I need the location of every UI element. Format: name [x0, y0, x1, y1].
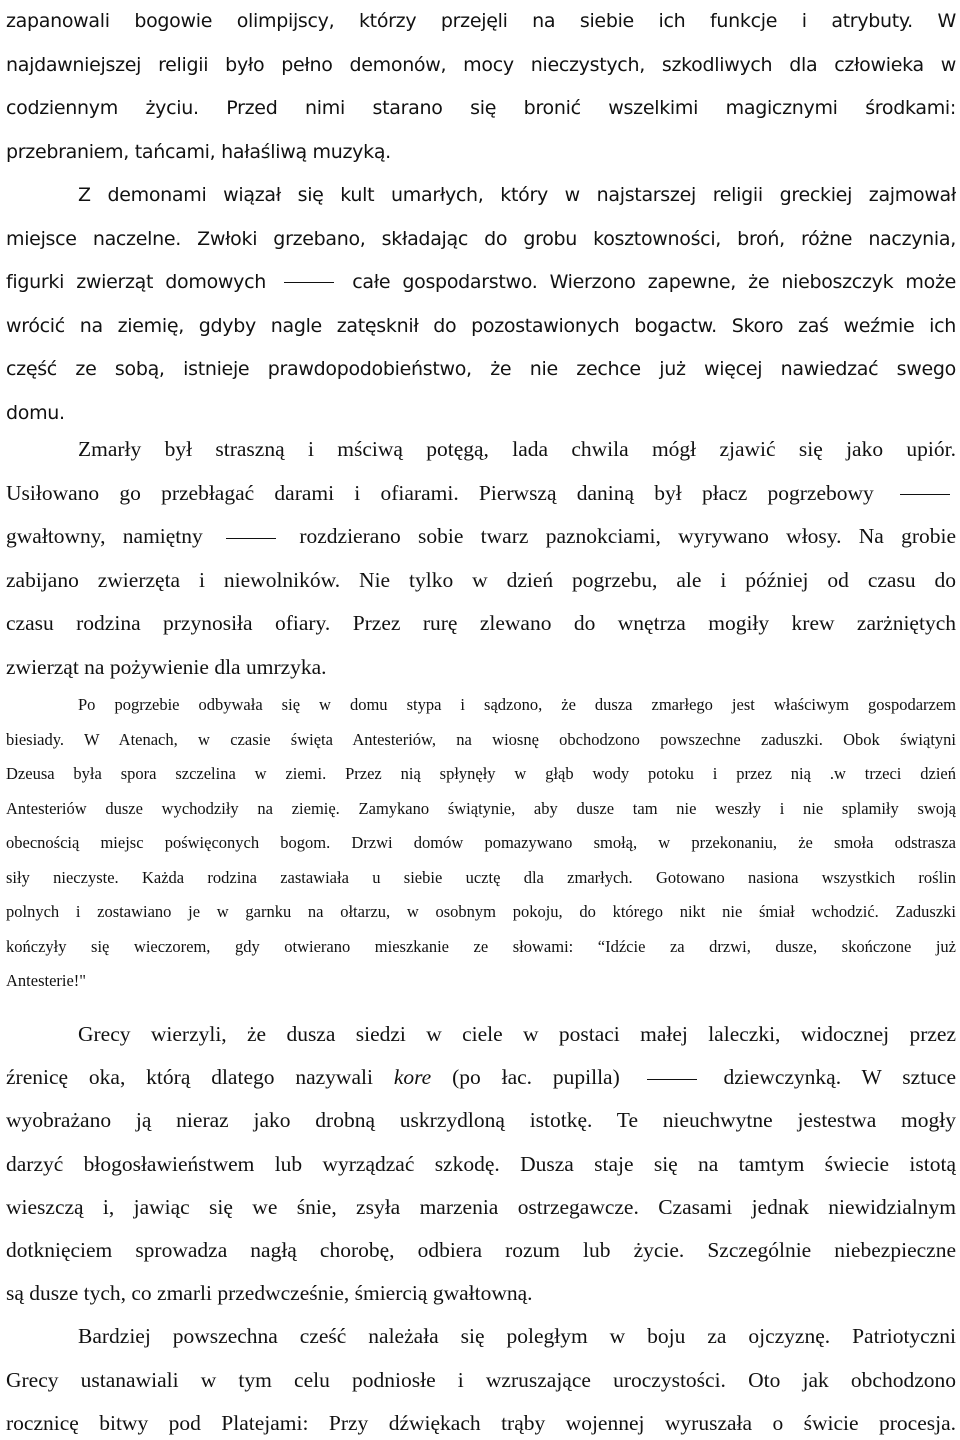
text-line: zabijano zwierzęta i niewolników. Nie tylko w dzień pogrzebu, ale i później od czasu do	[6, 567, 956, 592]
text-line: biesiady. W Atenach, w czasie święta Antesteriów, na wiosnę obchodzono powszechne zaduszki. Obok świątyni	[6, 729, 956, 749]
text-segment: figurki zwierząt domowych	[6, 271, 266, 293]
text-line: najdawniejszej religii było pełno demonów, mocy nieczystych, szkodliwych dla człowieka w	[6, 53, 956, 76]
text-line: Grecy ustanawiali w tym celu podniosłe i wzruszające uroczystości. Oto jak obchodzono	[6, 1367, 956, 1392]
text-line: Z demonami wiązał się kult umarłych, który w najstarszej religii greckiej zajmował	[78, 184, 956, 206]
italic-term: kore	[393, 1065, 432, 1090]
text-line: siły nieczyste. Każda rodzina zastawiała u siebie ucztę dla zmarłych. Gotowano nasiona wszystkich roślin	[6, 867, 956, 887]
text-line: Antesteriów dusze wychodziły na ziemię. Zamykano świątynie, aby dusze tam nie weszły i nie splamiły swoją	[6, 798, 956, 818]
text-segment: rozdzierano sobie twarz paznokciami, wyrywano włosy. Na grobie	[299, 524, 956, 548]
text-segment: całe gospodarstwo. Wierzono zapewne, że nieboszczyk może	[352, 271, 956, 293]
text-block-soul	[6, 1013, 956, 1440]
text-block-demons	[6, 0, 956, 435]
text-line: Bardziej powszechna cześć należała się poległym w boju za ojczyznę. Patriotyczni	[78, 1324, 956, 1349]
text-line: obecnością miejsc poświęconych bogom. Drzwi domów pomazywano smołą, w przekonaniu, że smoła odstrasza	[6, 833, 956, 852]
text-block-dead	[6, 428, 956, 689]
text-line	[6, 515, 956, 559]
text-segment: źrenicę oka, którą dlatego nazywali	[6, 1065, 373, 1090]
text-segment: (po łac. pupilla)	[452, 1065, 620, 1090]
text-line: zapanowali bogowie olimpijscy, którzy przejęli na siebie ich funkcje i atrybuty. W	[6, 10, 956, 32]
text-line: darzyć błogosławieństwem lub wyrządzać szkodę. Dusza staje się na tamtym świecie istotą	[6, 1151, 956, 1176]
text-line: rocznicę bitwy pod Platejami: Przy dźwiękach trąby wojennej wyruszała o świcie procesja.	[6, 1410, 956, 1435]
text-line: są dusze tych, co zmarli przedwcześnie, śmiercią gwałtowną.	[6, 1281, 533, 1306]
text-line: polnych i zostawiano je w garnku na ołtarzu, w osobnym pokoju, do którego nikt nie śmiał wchodzić. Zaduszki	[6, 902, 956, 921]
text-block-antesteria	[6, 688, 956, 999]
text-segment: Usiłowano go przebłagać darami i ofiarami. Pierwszą daniną był płacz pogrzebowy	[6, 480, 874, 505]
text-line	[6, 261, 956, 305]
text-line: Po pogrzebie odbywała się w domu stypa i sądzono, że dusza zmarłego jest właściwym gospodarzem	[78, 695, 956, 714]
text-line	[6, 472, 956, 516]
text-line	[6, 1056, 956, 1099]
text-line: przebraniem, tańcami, hałaśliwą muzyką.	[6, 140, 391, 163]
text-line: Grecy wierzyli, że dusza siedzi w ciele w postaci małej laleczki, widocznej przez	[78, 1022, 956, 1046]
text-line: kończyły się wieczorem, gdy otwierano mieszkanie ze słowami: “Idźcie za drzwi, dusze, skończone już	[6, 936, 956, 956]
text-line: czasu rodzina przynosiła ofiary. Przez rurę zlewano do wnętrza mogiły krew zarżniętych	[6, 611, 956, 635]
em-dash	[900, 494, 950, 495]
text-line: Antesterie!"	[6, 971, 87, 990]
text-line: część ze sobą, istnieje prawdopodobieństwo, że nie zechce już więcej nawiedzać swego	[6, 358, 956, 380]
em-dash	[226, 538, 276, 539]
text-line: wrócić na ziemię, gdyby nagle zatęsknił do pozostawionych bogactw. Skoro zaś weźmie ich	[6, 314, 956, 337]
em-dash	[284, 282, 334, 283]
text-line: wyobrażano ją nieraz jako drobną uskrzydloną istotkę. Te nieuchwytne jestestwa mogły	[6, 1108, 956, 1133]
em-dash	[647, 1079, 697, 1080]
text-line: codziennym życiu. Przed nimi starano się bronić wszelkimi magicznymi środkami:	[6, 97, 956, 119]
text-line: Dzeusa była spora szczelina w ziemi. Przez nią spłynęły w głąb wody potoku i przez nią .w trzeci dzień	[6, 764, 956, 783]
text-line: Zmarły był straszną i mściwą potęgą, lada chwila mógł zjawić się jako upiór.	[78, 437, 956, 461]
text-line: dotknięciem sprowadza nagłą chorobę, odbiera rozum lub życie. Szczególnie niebezpieczne	[6, 1238, 956, 1263]
text-line: miejsce naczelne. Zwłoki grzebano, składając do grobu kosztowności, broń, różne naczynia,	[6, 227, 956, 250]
text-segment: dziewczynką. W sztuce	[723, 1065, 956, 1090]
text-line: wieszczą i, jawiąc się we śnie, zsyła marzenia ostrzegawcze. Czasami jednak niewidzialnym	[6, 1194, 956, 1219]
text-segment: gwałtowny, namiętny	[6, 524, 203, 548]
text-line: zwierząt na pożywienie dla umrzyka.	[6, 654, 327, 679]
text-line: domu.	[6, 401, 65, 424]
